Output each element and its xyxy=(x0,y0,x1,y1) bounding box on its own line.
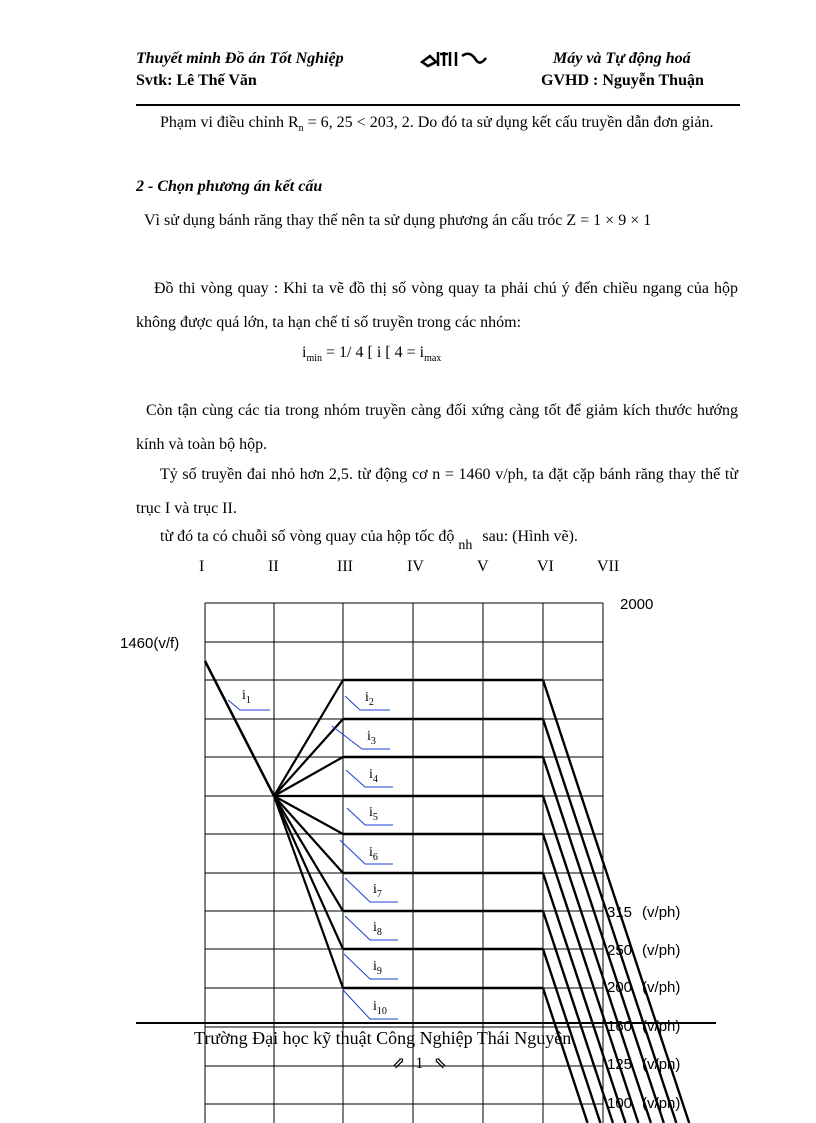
top-speed-label: 2000 xyxy=(620,596,654,613)
p6-text-b: sau: (Hình vẽ). xyxy=(482,528,578,545)
header-subject: Máy và Tự động hoá xyxy=(553,50,691,67)
p1-sub: n xyxy=(298,123,304,135)
ratio-label-i10: $i_{10}$ xyxy=(373,999,387,1017)
speed-value: 250 xyxy=(607,942,633,959)
paragraph-structure: Vì sử dụng bánh răng thay thế nên ta sử dụng phương án cấu tróc Z = 1 × 9 × 1 xyxy=(144,212,652,229)
ray-gear-1 xyxy=(274,680,343,796)
speed-value: 160 xyxy=(607,1018,633,1035)
tail-line-9 xyxy=(543,988,588,1123)
ratio-label-i9: $i_9$ xyxy=(373,959,382,977)
shaft-label-VI: VI xyxy=(537,558,554,575)
ratio-label-i7: $i_7$ xyxy=(373,882,382,900)
p1-text-b: = 6, 25 < 203, 2. Do đó ta sử dụng kết cấu truyền dẫn đơn giản. xyxy=(303,114,714,131)
right-arrow-icon: ⇖ xyxy=(433,1055,447,1072)
ratio-leader-3 xyxy=(332,726,390,749)
shaft-label-II: II xyxy=(268,558,279,575)
shaft-label-V: V xyxy=(477,558,489,575)
speed-unit: (v/ph) xyxy=(642,1056,681,1073)
p6-text-a: từ đó ta có chuỗi số vòng quay của hộp tốc độ xyxy=(160,528,455,545)
footer-rule xyxy=(136,1022,716,1024)
ratio-label-i5: $i_5$ xyxy=(369,805,378,823)
formula-max: max xyxy=(424,353,442,365)
header-advisor: GVHD : Nguyễn Thuận xyxy=(541,72,704,89)
motor-speed-label: 1460(v/f) xyxy=(120,635,180,652)
speed-label-250 xyxy=(607,942,680,959)
shaft-label-I: I xyxy=(199,558,205,575)
paragraph-belt-ratio: Tỷ số truyền đai nhỏ hơn 2,5. từ động cơ n = 1460 v/ph, ta đặt cặp bánh răng thay thế từ trục I và trục II. xyxy=(136,466,738,517)
speed-unit: (v/ph) xyxy=(642,1095,681,1112)
p6-nh: nh xyxy=(458,538,473,554)
footer-school: Trường Đại học kỹ thuật Công Nghiệp Thái Nguyên xyxy=(194,1028,572,1048)
speed-label-200 xyxy=(607,979,680,996)
formula-b: = 1/ 4 [ i [ 4 = i xyxy=(322,344,425,361)
ratio-leader-6 xyxy=(340,840,393,864)
ratio-leader-7 xyxy=(345,878,398,902)
ratio-label-i1: $i_1$ xyxy=(242,688,251,706)
speed-unit: (v/ph) xyxy=(642,942,681,959)
shaft-label-VII: VII xyxy=(597,558,620,575)
shaft-label-IV: IV xyxy=(407,558,424,575)
paragraph-speed-graph: Đồ thi vòng quay : Khi ta vẽ đồ thị số vòng quay ta phải chú ý đến chiều ngang của hộp không được quá lớn, ta hạn chế tỉ số truyền trong các nhóm: xyxy=(136,280,738,331)
page-number: 1 xyxy=(415,1055,424,1072)
p1-text-a: Phạm vi điều chỉnh R xyxy=(160,114,299,131)
speed-unit: (v/ph) xyxy=(642,1018,681,1035)
speed-unit: (v/ph) xyxy=(642,904,681,921)
ratio-label-i2: $i_2$ xyxy=(365,690,374,708)
shaft-label-III: III xyxy=(337,558,353,575)
speed-label-125 xyxy=(607,1056,680,1073)
speed-label-160 xyxy=(607,1018,680,1035)
ratio-label-i6: $i_6$ xyxy=(369,845,378,863)
formula-a: i xyxy=(302,344,307,361)
ratio-leader-10 xyxy=(343,990,398,1019)
ratio-label-i3: $i_3$ xyxy=(367,729,376,747)
speed-label-100 xyxy=(607,1095,680,1112)
left-arrow-icon: ⇗ xyxy=(392,1055,406,1072)
ratio-label-i8: $i_8$ xyxy=(373,920,382,938)
ratio-leader-9 xyxy=(344,954,398,979)
paragraph-symmetry: Còn tận cùng các tia trong nhóm truyền càng đối xứng càng tốt để giảm kích thước hướng kính và toàn bộ hộp. xyxy=(136,402,738,453)
section-heading: 2 - Chọn phương án kết cấu xyxy=(136,178,323,195)
header-doc-title: Thuyết minh Đồ án Tốt Nghiệp xyxy=(136,50,344,67)
header-student: Svtk: Lê Thế Văn xyxy=(136,72,257,89)
ray-motor xyxy=(205,661,274,796)
speed-value: 200 xyxy=(607,979,633,996)
speed-value: 100 xyxy=(607,1095,633,1112)
speed-label-315 xyxy=(607,904,680,921)
ratio-leader-8 xyxy=(345,916,398,940)
footer-page xyxy=(392,1053,447,1073)
speed-value: 315 xyxy=(607,904,633,921)
speed-value: 125 xyxy=(607,1056,633,1073)
ratio-label-i4: $i_4$ xyxy=(369,767,378,785)
formula-min: min xyxy=(306,353,323,365)
speed-unit: (v/ph) xyxy=(642,979,681,996)
